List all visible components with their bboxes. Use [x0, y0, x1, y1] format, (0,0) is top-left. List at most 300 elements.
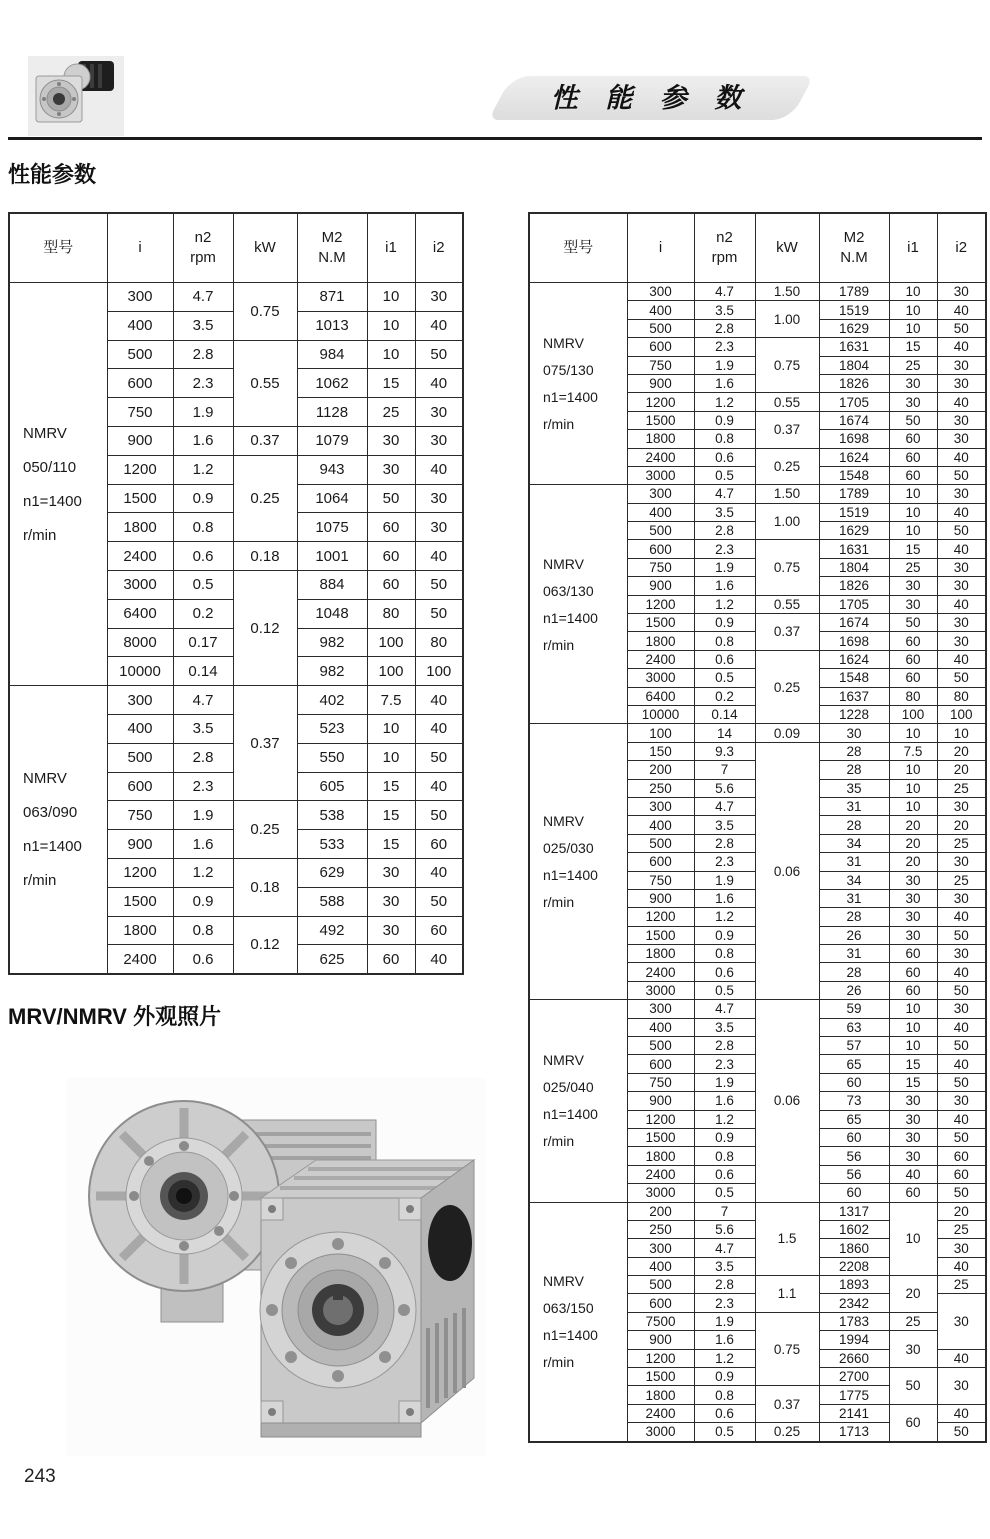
cell-m2: 523: [297, 714, 367, 743]
cell-m2: 1705: [819, 393, 889, 411]
cell-i2: 30: [415, 398, 463, 427]
cell-m2: 1705: [819, 595, 889, 613]
cell-i: 10000: [107, 657, 173, 686]
cell-i2: 20: [937, 761, 986, 779]
cell-i1: 30: [889, 1147, 937, 1165]
model-line: r/min: [543, 894, 575, 911]
cell-n2: 7: [694, 761, 755, 779]
cell-i1: 60: [367, 945, 415, 974]
cell-kw: 0.75: [233, 283, 297, 341]
cell-i2: 20: [937, 816, 986, 834]
cell-i1: 30: [889, 1331, 937, 1368]
cell-i: 200: [627, 1202, 694, 1220]
cell-i1: 7.5: [367, 686, 415, 715]
cell-n2: 2.8: [173, 743, 233, 772]
cell-m2: 30: [819, 724, 889, 742]
cell-i: 500: [107, 743, 173, 772]
cell-kw: 0.75: [755, 540, 819, 595]
cell-m2: 28: [819, 816, 889, 834]
cell-m2: 1698: [819, 430, 889, 448]
model-line: NMRV: [543, 1273, 584, 1290]
cell-i2: 60: [415, 916, 463, 945]
banner-title: 性 能 参 数: [550, 83, 752, 113]
cell-i2: 30: [937, 1000, 986, 1018]
col-header-model: 型号: [529, 213, 627, 283]
cell-m2: 402: [297, 686, 367, 715]
table-row: [529, 283, 986, 301]
cell-n2: 14: [694, 724, 755, 742]
cell-i: 200: [627, 761, 694, 779]
cell-n2: 3.5: [694, 1018, 755, 1036]
col-header-m2: [297, 213, 367, 283]
model-cell: [9, 283, 107, 686]
cell-n2: 0.8: [173, 916, 233, 945]
model-line: NMRV: [543, 1052, 584, 1069]
cell-i: 500: [627, 834, 694, 852]
model-line: NMRV: [543, 813, 584, 830]
cell-i2: 40: [415, 945, 463, 974]
cell-n2: 1.6: [694, 577, 755, 595]
cell-m2: 1317: [819, 1202, 889, 1220]
cell-n2: 0.9: [694, 411, 755, 429]
cell-i2: 40: [415, 772, 463, 801]
table-row: [9, 283, 463, 312]
cell-n2: 1.9: [694, 871, 755, 889]
cell-n2: 3.5: [694, 301, 755, 319]
cell-m2: 1804: [819, 356, 889, 374]
cell-kw: 0.12: [233, 916, 297, 974]
cell-m2: 1548: [819, 466, 889, 484]
cell-kw: 0.25: [755, 650, 819, 724]
col-header-i: i: [627, 213, 694, 283]
cell-i: 750: [627, 871, 694, 889]
cell-m2: 1783: [819, 1312, 889, 1330]
cell-i: 300: [627, 485, 694, 503]
cell-i: 300: [627, 1000, 694, 1018]
cell-i1: 80: [367, 599, 415, 628]
model-line: 063/150: [543, 1300, 594, 1317]
cell-i: 100: [627, 724, 694, 742]
model-cell: [529, 283, 627, 485]
cell-i2: 30: [937, 558, 986, 576]
cell-n2: 1.2: [173, 455, 233, 484]
cell-m2: 538: [297, 801, 367, 830]
cell-m2: 31: [819, 945, 889, 963]
cell-n2: 2.8: [694, 834, 755, 852]
cell-m2: 1075: [297, 513, 367, 542]
cell-n2: 1.6: [694, 374, 755, 392]
cell-i: 1200: [627, 908, 694, 926]
cell-m2: 1629: [819, 319, 889, 337]
cell-n2: 0.5: [694, 1184, 755, 1202]
cell-n2: 2.3: [694, 1055, 755, 1073]
cell-m2: 1228: [819, 705, 889, 723]
cell-n2: 0.5: [694, 466, 755, 484]
cell-n2: 1.9: [694, 558, 755, 576]
cell-m2: 2208: [819, 1257, 889, 1275]
cell-i1: 20: [889, 834, 937, 852]
cell-m2: 34: [819, 871, 889, 889]
cell-kw: 0.25: [755, 448, 819, 485]
cell-i: 300: [627, 797, 694, 815]
cell-i: 3000: [627, 466, 694, 484]
cell-i2: 50: [937, 319, 986, 337]
cell-i: 1500: [627, 1368, 694, 1386]
cell-m2: 1674: [819, 614, 889, 632]
cell-i1: 10: [367, 340, 415, 369]
cell-i1: 30: [367, 455, 415, 484]
cell-m2: 31: [819, 797, 889, 815]
col-header-m2: [819, 213, 889, 283]
cell-n2: 0.8: [173, 513, 233, 542]
cell-i2: 30: [937, 797, 986, 815]
col-header-i: i: [107, 213, 173, 283]
cell-i2: 30: [937, 1368, 986, 1405]
cell-i2: 40: [415, 542, 463, 571]
cell-i: 1500: [107, 484, 173, 513]
model-line: 063/090: [23, 804, 78, 822]
cell-i1: 30: [889, 374, 937, 392]
cell-i1: 30: [889, 1110, 937, 1128]
cell-i: 250: [627, 1220, 694, 1238]
cell-kw: 0.18: [233, 858, 297, 916]
cell-i2: 20: [937, 742, 986, 760]
header-rule: [8, 137, 982, 140]
cell-i2: 50: [415, 570, 463, 599]
model-line: n1=1400: [543, 609, 598, 626]
cell-i2: 40: [937, 595, 986, 613]
cell-i: 3000: [627, 1423, 694, 1442]
cell-m2: 588: [297, 887, 367, 916]
cell-m2: 1602: [819, 1220, 889, 1238]
cell-i2: 40: [415, 369, 463, 398]
cell-m2: 26: [819, 926, 889, 944]
cell-n2: 4.7: [694, 485, 755, 503]
cell-n2: 9.3: [694, 742, 755, 760]
cell-i: 2400: [107, 542, 173, 571]
cell-i1: 10: [889, 761, 937, 779]
cell-i2: 50: [415, 340, 463, 369]
cell-i1: 30: [889, 908, 937, 926]
cell-i2: 30: [937, 853, 986, 871]
cell-n2: 2.8: [694, 522, 755, 540]
cell-m2: 2141: [819, 1404, 889, 1422]
cell-kw: 0.75: [755, 1312, 819, 1386]
cell-i: 500: [627, 319, 694, 337]
col-header-m2-line1: M2: [843, 228, 865, 246]
cell-i1: 10: [889, 503, 937, 521]
cell-i2: 50: [937, 522, 986, 540]
cell-i2: 25: [937, 1220, 986, 1238]
cell-n2: 0.6: [694, 1404, 755, 1422]
cell-i1: 30: [889, 926, 937, 944]
cell-m2: 1994: [819, 1331, 889, 1349]
cell-i1: 10: [889, 485, 937, 503]
cell-i2: 30: [937, 1294, 986, 1349]
model-cell: [529, 1202, 627, 1442]
cell-n2: 1.9: [694, 1073, 755, 1091]
gearmotor-thumbnail-image: [28, 56, 124, 136]
cell-kw: 0.37: [233, 426, 297, 455]
cell-i: 1500: [627, 614, 694, 632]
cell-i: 1500: [627, 1128, 694, 1146]
cell-n2: 2.8: [694, 1276, 755, 1294]
cell-m2: 31: [819, 889, 889, 907]
model-line: r/min: [23, 872, 57, 890]
cell-m2: 1698: [819, 632, 889, 650]
model-line: r/min: [543, 636, 575, 653]
cell-n2: 0.8: [694, 430, 755, 448]
cell-m2: 59: [819, 1000, 889, 1018]
cell-m2: 1629: [819, 522, 889, 540]
cell-m2: 56: [819, 1147, 889, 1165]
cell-m2: 871: [297, 283, 367, 312]
cell-n2: 1.2: [694, 1110, 755, 1128]
cell-i: 750: [107, 398, 173, 427]
cell-i2: 40: [415, 686, 463, 715]
cell-i2: 50: [415, 887, 463, 916]
cell-m2: 60: [819, 1073, 889, 1091]
model-line: n1=1400: [23, 492, 82, 510]
cell-m2: 1624: [819, 650, 889, 668]
cell-i2: 30: [415, 484, 463, 513]
cell-n2: 0.14: [173, 657, 233, 686]
cell-n2: 0.5: [694, 981, 755, 999]
cell-n2: 1.9: [173, 398, 233, 427]
cell-i1: 10: [889, 1202, 937, 1276]
cell-i2: 100: [415, 657, 463, 686]
cell-m2: 2700: [819, 1368, 889, 1386]
cell-n2: 0.9: [694, 926, 755, 944]
cell-m2: 56: [819, 1165, 889, 1183]
cell-n2: 0.8: [694, 1386, 755, 1404]
cell-i2: 30: [937, 485, 986, 503]
cell-n2: 3.5: [173, 714, 233, 743]
col-header-i2: i2: [415, 213, 463, 283]
cell-i1: 7.5: [889, 742, 937, 760]
cell-i1: 100: [889, 705, 937, 723]
cell-n2: 2.3: [173, 369, 233, 398]
table-header-row: [9, 213, 463, 283]
cell-kw: 0.55: [233, 340, 297, 426]
model-line: NMRV: [23, 424, 67, 442]
cell-i: 1500: [107, 887, 173, 916]
cell-i1: 30: [367, 916, 415, 945]
section-title-photos: MRV/NMRV 外观照片: [8, 1004, 222, 1029]
cell-i1: 10: [367, 743, 415, 772]
cell-i: 1800: [627, 430, 694, 448]
cell-m2: 60: [819, 1184, 889, 1202]
cell-kw: 0.06: [755, 1000, 819, 1202]
cell-i2: 80: [415, 628, 463, 657]
cell-i1: 50: [889, 1368, 937, 1405]
cell-i2: 10: [937, 724, 986, 742]
cell-m2: 34: [819, 834, 889, 852]
cell-kw: 1.50: [755, 283, 819, 301]
cell-m2: 60: [819, 1128, 889, 1146]
cell-m2: 65: [819, 1055, 889, 1073]
cell-i: 600: [627, 1055, 694, 1073]
cell-n2: 2.8: [694, 319, 755, 337]
cell-m2: 982: [297, 657, 367, 686]
model-line: NMRV: [23, 770, 67, 788]
page-number: 243: [24, 1466, 56, 1487]
cell-i: 3000: [627, 669, 694, 687]
performance-table-left: [8, 212, 464, 975]
cell-i1: 15: [889, 540, 937, 558]
cell-i: 8000: [107, 628, 173, 657]
cell-m2: 35: [819, 779, 889, 797]
cell-i: 750: [627, 1073, 694, 1091]
cell-kw: 0.06: [755, 742, 819, 999]
cell-i1: 10: [367, 283, 415, 312]
cell-i: 500: [627, 1037, 694, 1055]
cell-i1: 60: [889, 1404, 937, 1441]
col-header-i2: i2: [937, 213, 986, 283]
cell-i: 6400: [627, 687, 694, 705]
cell-m2: 1013: [297, 311, 367, 340]
cell-i1: 30: [367, 887, 415, 916]
cell-i: 1200: [627, 1349, 694, 1367]
cell-i1: 30: [889, 1092, 937, 1110]
cell-i1: 15: [889, 1055, 937, 1073]
model-line: n1=1400: [543, 1106, 598, 1123]
cell-n2: 0.6: [694, 650, 755, 668]
cell-i1: 10: [889, 724, 937, 742]
cell-m2: 1519: [819, 503, 889, 521]
cell-m2: 1893: [819, 1276, 889, 1294]
col-header-model: 型号: [9, 213, 107, 283]
cell-i1: 30: [889, 393, 937, 411]
cell-i: 300: [107, 686, 173, 715]
cell-i2: 60: [937, 1165, 986, 1183]
cell-i: 2400: [107, 945, 173, 974]
cell-i2: 40: [415, 714, 463, 743]
cell-i1: 60: [367, 513, 415, 542]
cell-m2: 1079: [297, 426, 367, 455]
cell-i1: 60: [889, 650, 937, 668]
cell-m2: 28: [819, 742, 889, 760]
cell-i2: 50: [415, 743, 463, 772]
cell-kw: 0.12: [233, 570, 297, 685]
cell-n2: 1.2: [694, 908, 755, 926]
cell-i: 750: [107, 801, 173, 830]
cell-i: 400: [107, 714, 173, 743]
cell-i1: 30: [889, 577, 937, 595]
cell-i1: 60: [889, 669, 937, 687]
table-header-row: [529, 213, 986, 283]
cell-i: 1800: [627, 1147, 694, 1165]
cell-m2: 63: [819, 1018, 889, 1036]
cell-i2: 100: [937, 705, 986, 723]
model-cell: [529, 1000, 627, 1202]
cell-m2: 57: [819, 1037, 889, 1055]
cell-m2: 1637: [819, 687, 889, 705]
cell-kw: 1.00: [755, 503, 819, 540]
model-line: r/min: [543, 416, 575, 433]
cell-kw: 1.00: [755, 301, 819, 338]
cell-i2: 50: [937, 466, 986, 484]
cell-n2: 0.9: [694, 1128, 755, 1146]
cell-i: 600: [627, 338, 694, 356]
cell-i1: 30: [889, 889, 937, 907]
cell-n2: 0.9: [694, 614, 755, 632]
cell-i: 250: [627, 779, 694, 797]
performance-table-right: [528, 212, 987, 1443]
cell-m2: 1548: [819, 669, 889, 687]
cell-i: 900: [627, 1092, 694, 1110]
col-header-m2-line1: M2: [321, 228, 343, 246]
cell-m2: 550: [297, 743, 367, 772]
cell-i2: 30: [937, 945, 986, 963]
cell-m2: 2660: [819, 1349, 889, 1367]
model-cell: [529, 724, 627, 1000]
cell-n2: 1.2: [694, 595, 755, 613]
cell-n2: 1.6: [173, 426, 233, 455]
cell-i1: 10: [889, 779, 937, 797]
cell-i1: 25: [889, 1312, 937, 1330]
cell-kw: 0.55: [755, 393, 819, 411]
cell-i2: 50: [937, 926, 986, 944]
cell-i2: 60: [937, 1147, 986, 1165]
cell-n2: 2.8: [694, 1037, 755, 1055]
cell-kw: 0.25: [755, 1423, 819, 1442]
cell-m2: 1062: [297, 369, 367, 398]
cell-n2: 0.8: [694, 945, 755, 963]
cell-m2: 1624: [819, 448, 889, 466]
cell-n2: 4.7: [694, 797, 755, 815]
cell-i2: 40: [937, 963, 986, 981]
cell-n2: 3.5: [694, 816, 755, 834]
cell-i2: 30: [937, 632, 986, 650]
cell-n2: 3.5: [694, 503, 755, 521]
cell-i2: 25: [937, 834, 986, 852]
cell-n2: 3.5: [173, 311, 233, 340]
cell-kw: 0.37: [755, 411, 819, 448]
cell-n2: 2.3: [694, 853, 755, 871]
cell-i1: 40: [889, 1165, 937, 1183]
cell-m2: 605: [297, 772, 367, 801]
cell-n2: 4.7: [694, 1239, 755, 1257]
table-row: [529, 1202, 986, 1220]
cell-m2: 73: [819, 1092, 889, 1110]
model-line: n1=1400: [23, 838, 82, 856]
cell-i1: 10: [889, 1037, 937, 1055]
cell-i1: 25: [889, 558, 937, 576]
cell-i: 900: [627, 1331, 694, 1349]
cell-m2: 1789: [819, 283, 889, 301]
model-line: n1=1400: [543, 867, 598, 884]
cell-i2: 50: [415, 801, 463, 830]
cell-i2: 50: [937, 1037, 986, 1055]
cell-i1: 60: [367, 542, 415, 571]
cell-n2: 1.9: [173, 801, 233, 830]
cell-m2: 1631: [819, 338, 889, 356]
cell-i2: 30: [937, 1239, 986, 1257]
cell-n2: 2.3: [694, 540, 755, 558]
cell-i1: 30: [889, 871, 937, 889]
cell-n2: 1.6: [694, 889, 755, 907]
cell-i: 3000: [107, 570, 173, 599]
cell-i: 900: [107, 426, 173, 455]
cell-i: 400: [627, 301, 694, 319]
cell-n2: 0.2: [173, 599, 233, 628]
cell-i2: 30: [937, 356, 986, 374]
cell-n2: 1.2: [173, 858, 233, 887]
cell-m2: 533: [297, 830, 367, 859]
cell-n2: 0.6: [173, 542, 233, 571]
cell-i: 1500: [627, 926, 694, 944]
